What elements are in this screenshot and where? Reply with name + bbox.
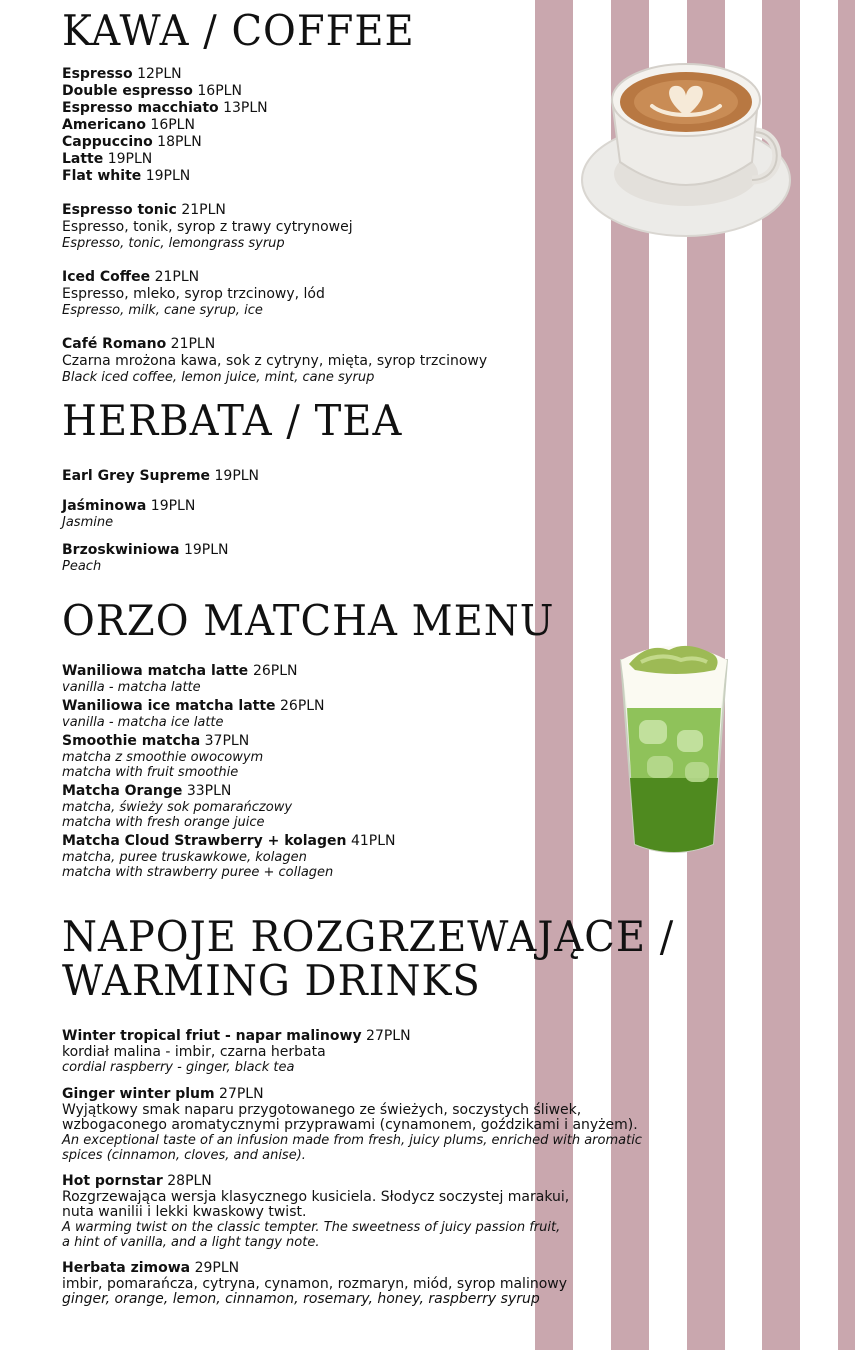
item-name: Café Romano xyxy=(62,336,167,352)
item-name: Earl Grey Supreme xyxy=(62,468,211,484)
warming-item-ginger-plum xyxy=(62,1086,642,1163)
item-translation: A warming twist on the classic tempter. The sweetness of juicy passion fruit, xyxy=(62,1220,561,1235)
item-name: Espresso xyxy=(62,66,133,82)
tea-item-jasmine xyxy=(62,498,195,530)
item-translation: a hint of vanilla, and a light tangy note. xyxy=(62,1235,320,1250)
item-description: imbir, pomarańcza, cytryna, cynamon, rozmaryn, miód, syrop malinowy xyxy=(62,1276,568,1292)
menu-item xyxy=(62,100,268,117)
item-name: Waniliowa ice matcha latte xyxy=(62,698,276,714)
menu-item xyxy=(62,134,268,151)
menu-item xyxy=(62,168,268,185)
item-description: Rozgrzewająca wersja klasycznego kusiciela. Słodycz soczystej marakui, xyxy=(62,1189,570,1205)
item-price: 19PLN xyxy=(150,498,196,514)
item-translation: matcha z smoothie owocowym xyxy=(62,750,264,765)
section-heading-tea: HERBATA / TEA xyxy=(62,396,403,446)
item-translation: matcha with strawberry puree + collagen xyxy=(62,865,334,880)
section-heading-warming-line2: WARMING DRINKS xyxy=(62,956,481,1006)
item-translation: vanilla - matcha ice latte xyxy=(62,715,224,730)
menu-item xyxy=(62,151,268,168)
item-description: Espresso, tonik, syrop z trawy cytrynowej xyxy=(62,219,353,235)
item-price: 33PLN xyxy=(186,783,232,799)
item-translation: matcha, świeży sok pomarańczowy xyxy=(62,800,293,815)
item-price: 19PLN xyxy=(183,542,229,558)
special-item-cafe-romano xyxy=(62,336,487,385)
item-name: Double espresso xyxy=(62,83,193,99)
item-description: kordiał malina - imbir, czarna herbata xyxy=(62,1044,326,1060)
item-name: Winter tropical friut - napar malinowy xyxy=(62,1028,362,1044)
item-description: Espresso, mleko, syrop trzcinowy, lód xyxy=(62,286,325,302)
matcha-list xyxy=(62,663,395,880)
item-price: 19PLN xyxy=(145,168,191,184)
special-item-espresso-tonic xyxy=(62,202,353,251)
item-translation: spices (cinnamon, cloves, and anise). xyxy=(62,1148,306,1163)
item-description: Czarna mrożona kawa, sok z cytryny, mięta, syrop trzcinowy xyxy=(62,353,488,369)
item-translation: matcha with fruit smoothie xyxy=(62,765,239,780)
item-name: Americano xyxy=(62,117,146,133)
cappuccino-cup-illustration xyxy=(580,62,792,240)
item-name: Smoothie matcha xyxy=(62,733,201,749)
item-name: Espresso tonic xyxy=(62,202,177,218)
item-name: Hot pornstar xyxy=(62,1173,163,1189)
item-price: 18PLN xyxy=(157,134,202,150)
item-price: 26PLN xyxy=(280,698,325,714)
item-name: Latte xyxy=(62,151,104,167)
item-name: Cappuccino xyxy=(62,134,153,150)
menu-item xyxy=(62,83,268,100)
item-price: 19PLN xyxy=(214,468,260,484)
item-translation: Peach xyxy=(62,559,102,574)
item-description: wzbogaconego aromatycznymi przyprawami (cynamonem, goździkami i anyżem). xyxy=(62,1117,638,1133)
item-price: 16PLN xyxy=(197,83,242,99)
item-translation: vanilla - matcha latte xyxy=(62,680,201,695)
item-translation: matcha, puree truskawkowe, kolagen xyxy=(62,850,307,865)
section-heading-matcha: ORZO MATCHA MENU xyxy=(62,596,555,646)
item-name: Ginger winter plum xyxy=(62,1086,215,1102)
item-name: Espresso macchiato xyxy=(62,100,219,116)
item-translation: ginger, orange, lemon, cinnamon, rosemary, honey, raspberry syrup xyxy=(62,1291,540,1307)
menu-item xyxy=(62,117,268,134)
item-price: 29PLN xyxy=(194,1260,240,1276)
special-item-iced-coffee xyxy=(62,269,325,318)
item-price: 21PLN xyxy=(181,202,226,218)
warming-item-herbata-zimowa xyxy=(62,1260,567,1307)
item-translation: Espresso, tonic, lemongrass syrup xyxy=(62,236,285,251)
item-price: 27PLN xyxy=(219,1086,264,1102)
item-name: Jaśminowa xyxy=(62,498,147,514)
tea-item-earl-grey xyxy=(62,468,259,485)
coffee-list xyxy=(62,66,268,185)
item-translation: Black iced coffee, lemon juice, mint, cane syrup xyxy=(62,370,375,385)
section-heading-coffee: KAWA / COFFEE xyxy=(62,6,415,56)
section-heading-warming-line1: NAPOJE ROZGRZEWAJĄCE / xyxy=(62,912,675,962)
item-description: Wyjątkowy smak naparu przygotowanego ze świeżych, soczystych śliwek, xyxy=(62,1102,582,1118)
item-price: 26PLN xyxy=(252,663,298,679)
item-translation: Espresso, milk, cane syrup, ice xyxy=(62,303,263,318)
item-price: 41PLN xyxy=(350,833,396,849)
item-price: 12PLN xyxy=(137,66,182,82)
item-price: 13PLN xyxy=(223,100,268,116)
item-price: 21PLN xyxy=(154,269,200,285)
decorative-stripe xyxy=(838,0,855,1350)
item-price: 16PLN xyxy=(150,117,195,133)
item-translation: An exceptional taste of an infusion made from fresh, juicy plums, enriched with aromatic xyxy=(62,1133,642,1148)
item-price: 27PLN xyxy=(366,1028,411,1044)
item-name: Brzoskwiniowa xyxy=(62,542,180,558)
item-name: Waniliowa matcha latte xyxy=(62,663,253,679)
warming-item-winter-tropical xyxy=(62,1028,411,1075)
item-name: Matcha Orange xyxy=(62,783,183,799)
item-price: 37PLN xyxy=(204,733,250,749)
item-description: nuta wanilii i lekki kwaskowy twist. xyxy=(62,1204,307,1220)
menu-item xyxy=(62,66,268,83)
warming-item-hot-pornstar xyxy=(62,1173,569,1250)
item-name: Flat white xyxy=(62,168,142,184)
item-translation: matcha with fresh orange juice xyxy=(62,815,265,830)
item-name: Matcha Cloud Strawberry + kolagen xyxy=(62,833,347,849)
item-translation: Jasmine xyxy=(62,515,114,530)
item-price: 28PLN xyxy=(167,1173,212,1189)
item-name: Iced Coffee xyxy=(62,269,151,285)
item-name: Herbata zimowa xyxy=(62,1260,191,1276)
iced-matcha-glass-illustration xyxy=(617,638,732,858)
item-price: 21PLN xyxy=(170,336,216,352)
tea-item-peach xyxy=(62,542,228,574)
item-translation: cordial raspberry - ginger, black tea xyxy=(62,1060,295,1075)
item-price: 19PLN xyxy=(107,151,153,167)
